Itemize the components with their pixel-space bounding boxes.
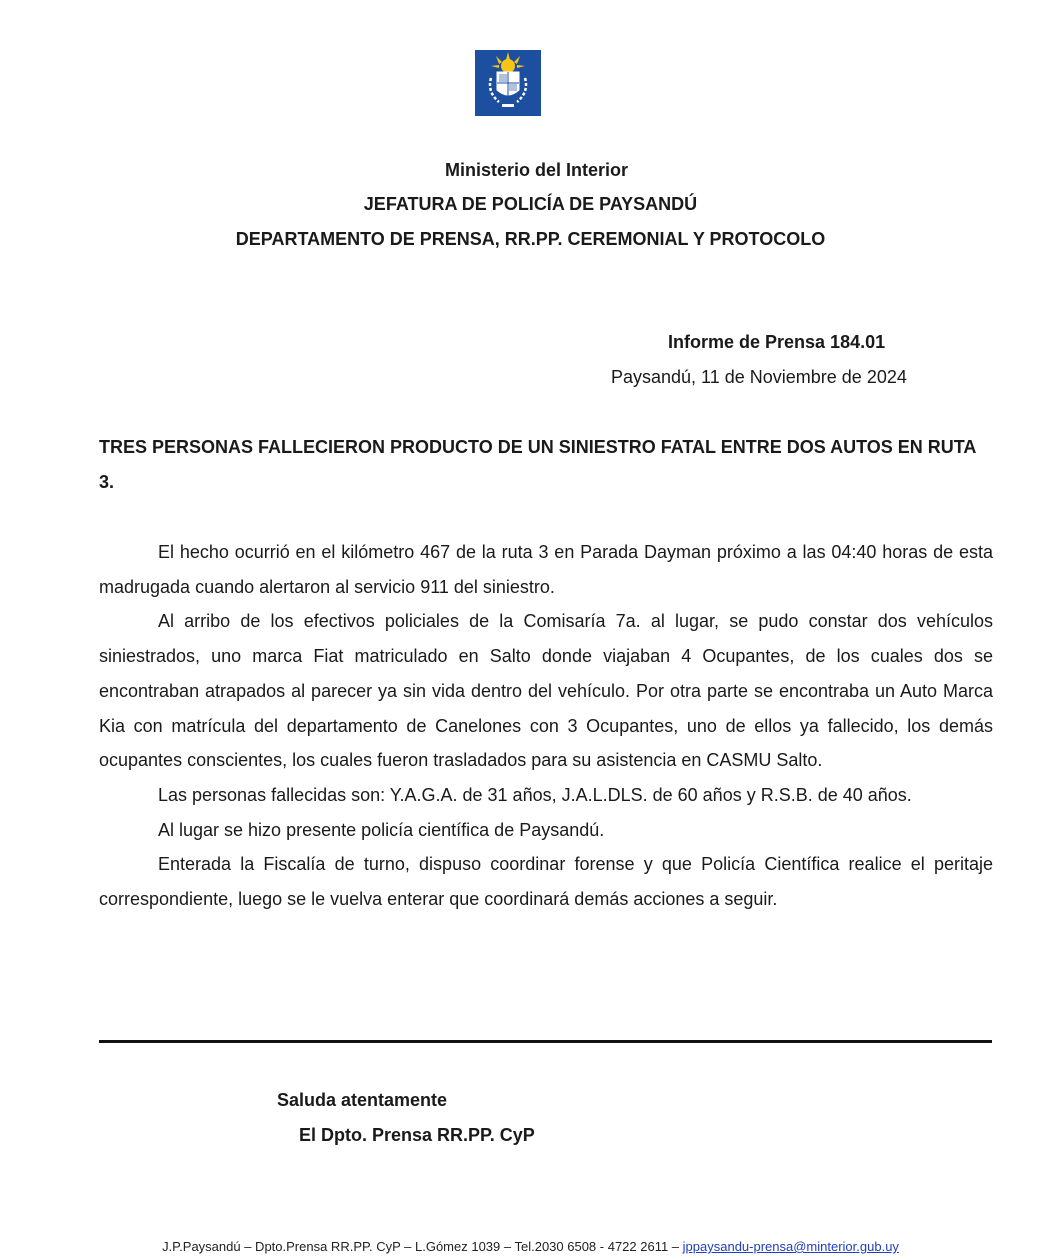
body-paragraph: Al arribo de los efectivos policiales de la Comisaría 7a. al lugar, se pudo constar dos vehículos siniestrados, uno marca Fiat matriculado en Salto donde viajaban 4 Ocupantes, de los cuales dos se encontraban atrapados al parecer ya sin vida dentro del vehículo. Por otra parte se encontraba un Auto Marca Kia con matrícula del departamento de Canelones con 3 Ocupantes, uno de ellos ya fallecido, los demás ocupantes conscientes, los cuales fueron trasladados para su asistencia en CASMU Salto. [99,611,993,771]
closing-greeting: Saluda atentamente [277,1090,448,1110]
body-paragraph: Las personas fallecidas son: Y.A.G.A. de 31 años, J.A.L.DLS. de 60 años y R.S.B. de 40 años. [158,784,912,805]
department-name: DEPARTAMENTO DE PRENSA, RR.PP. CEREMONIAL Y PROTOCOLO [235,229,826,249]
uruguay-coat-of-arms-icon [475,50,541,116]
body-text [99,535,993,917]
body-paragraph: Enterada la Fiscalía de turno, dispuso coordinar forense y que Policía Científica realice el peritaje correspondiente, luego se le vuelva enterar que coordinará demás acciones a seguir. [99,854,993,910]
press-release-title: TRES PERSONAS FALLECIERON PRODUCTO DE UN SINIESTRO FATAL ENTRE DOS AUTOS EN RUTA 3. [99,437,976,492]
ministry-name: Ministerio del Interior [444,160,629,180]
closing-signature: El Dpto. Prensa RR.PP. CyP [299,1125,535,1145]
report-number: Informe de Prensa 184.01 [668,332,886,352]
footer-email-link[interactable]: jppaysandu-prensa@minterior.gub.uy [682,1239,899,1254]
place-date: Paysandú, 11 de Noviembre de 2024 [611,367,907,387]
footer-contact-text: J.P.Paysandú – Dpto.Prensa RR.PP. CyP – L.Gómez 1039 – Tel.2030 6508 - 4722 2611 – [162,1239,683,1254]
coat-of-arms-logo [475,50,541,116]
police-headquarters-name: JEFATURA DE POLICÍA DE PAYSANDÚ [363,194,698,214]
body-paragraph: Al lugar se hizo presente policía científica de Paysandú. [158,819,605,840]
footer [0,1239,1061,1254]
horizontal-divider [99,1040,992,1043]
body-paragraph: El hecho ocurrió en el kilómetro 467 de la ruta 3 en Parada Dayman próximo a las 04:40 horas de esta madrugada cuando alertaron al servicio 911 del siniestro. [99,542,993,597]
